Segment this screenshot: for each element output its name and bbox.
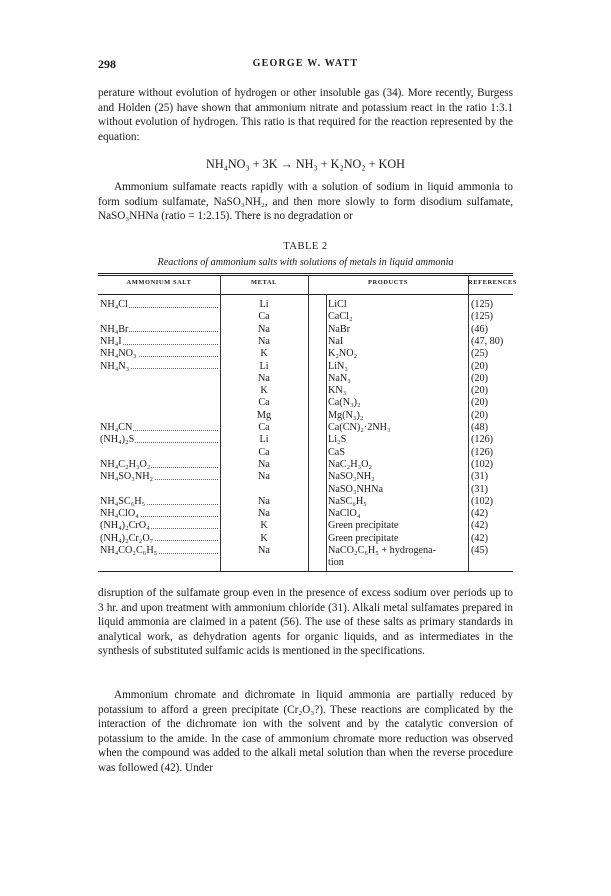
cell-product: NaSO₃NHNa: [328, 483, 384, 495]
cell-ammonium-salt-text: NH₄N₃: [100, 360, 130, 372]
cell-ammonium-salt: [100, 471, 218, 483]
paragraph-4: Ammonium chromate and dichromate in liquid ammonia are partially reduced by potassium to afford a green precipitate (Cr₂O₃?). These reactions are complicated by the interaction of the dichromate ion with the solvent and by the catalytic conversion of potassium to the amide. In the case of ammonium chromate more reduction was observed when the compound was added to the alkali metal solution than when the reverse procedure was followed (42). Under: [98, 689, 513, 774]
cell-product: CaS: [328, 446, 345, 458]
cell-reference: (20): [471, 409, 488, 421]
cell-metal: K: [260, 348, 268, 360]
cell-reference: (102): [471, 495, 494, 507]
cell-product: Ca(N₃)₂: [328, 397, 361, 409]
reactions-table: [98, 273, 517, 572]
page-header: [98, 57, 513, 73]
cell-product: LiCl: [328, 299, 347, 310]
header-products: PRODUCTS: [368, 279, 408, 286]
cell-product: NaN₃: [328, 372, 351, 384]
cell-metal: Na: [258, 471, 270, 483]
cell-product: Green precipitate: [328, 532, 399, 544]
cell-ammonium-salt: [100, 508, 218, 520]
cell-metal: Li: [259, 360, 269, 372]
header-references: REFERENCES: [468, 279, 517, 286]
cell-product: NaSO₃NH₂: [328, 471, 375, 483]
cell-metal: Ca: [258, 422, 270, 433]
cell-ammonium-salt-text: NH₄I: [100, 335, 122, 347]
cell-reference: (20): [471, 385, 488, 397]
cell-reference: (102): [471, 458, 494, 470]
cell-metal: Na: [258, 323, 270, 335]
cell-metal: K: [260, 520, 268, 532]
cell-metal: Ca: [258, 311, 270, 323]
cell-ammonium-salt-text: NH₄Cl: [100, 299, 128, 310]
cell-product: NaC₂H₃O₂: [328, 458, 373, 470]
cell-ammonium-salt: [100, 545, 218, 557]
cell-reference: (126): [471, 446, 494, 458]
table-rule-top: [98, 273, 513, 274]
cell-product: NaSC₆H₅: [328, 495, 367, 507]
cell-ammonium-salt: [100, 299, 218, 311]
reaction-equation: NH₄NO₃ + 3K → NH₃ + K₂NO₂ + KOH: [206, 157, 405, 171]
cell-reference: (20): [471, 397, 488, 409]
header-metal: METAL: [251, 279, 277, 286]
cell-ammonium-salt-text: NH₄SO₃NH₂: [100, 471, 154, 483]
cell-ammonium-salt-text: NH₄ClO₄: [100, 508, 139, 520]
cell-product: KN₃: [328, 385, 347, 397]
cell-metal: Na: [258, 545, 270, 556]
cell-metal: Mg: [256, 409, 272, 421]
column-divider: [468, 275, 469, 571]
cell-metal: Na: [258, 335, 270, 347]
cell-ammonium-salt-text: NH₄CN: [100, 422, 133, 433]
cell-metal: K: [260, 532, 268, 544]
cell-reference: (20): [471, 360, 488, 372]
table-rule-top-double: [98, 275, 513, 276]
cell-metal: Ca: [258, 446, 270, 458]
cell-product: Green precipitate: [328, 520, 399, 532]
table-number: TABLE 2: [283, 241, 328, 252]
cell-ammonium-salt-text: (NH₄)₂Cr₂O₇: [100, 532, 154, 544]
cell-metal: Li: [259, 434, 269, 446]
column-divider: [220, 275, 221, 571]
cell-reference: (31): [471, 471, 488, 483]
cell-product: Ca(CN)₂·2NH₃: [328, 422, 391, 433]
cell-reference: (42): [471, 532, 488, 544]
cell-reference: (125): [471, 299, 494, 310]
cell-ammonium-salt: [100, 520, 218, 532]
column-divider: [326, 294, 327, 571]
cell-ammonium-salt-text: (NH₄)₂S: [100, 434, 135, 446]
cell-reference: (46): [471, 323, 488, 335]
cell-metal: K: [260, 385, 268, 397]
cell-ammonium-salt: [100, 459, 218, 471]
cell-reference: (126): [471, 434, 494, 446]
column-divider: [308, 275, 309, 571]
cell-product: LiN₃: [328, 360, 348, 372]
cell-metal: Li: [259, 299, 269, 310]
cell-product: Li₂S: [328, 434, 347, 446]
cell-metal: Na: [258, 458, 270, 470]
cell-metal: Na: [258, 372, 270, 384]
cell-metal: Ca: [258, 397, 270, 409]
cell-ammonium-salt: [100, 361, 218, 373]
cell-product: NaClO₄: [328, 508, 361, 520]
cell-reference: (47, 80): [471, 335, 504, 347]
running-head: GEORGE W. WATT: [252, 58, 359, 69]
header-ammonium-salt: AMMONIUM SALT: [126, 279, 192, 286]
cell-product: NaI: [328, 335, 344, 347]
paragraph-3: disruption of the sulfamate group even in the presence of excess sodium over periods up to 3 hr. and upon treatment with ammonium chloride (31). Alkali metal sulfamates prepared in liquid ammonia are claimed in a patent (56). The use of these salts as primary standards in analytical work, as dehydration agents for organic liquids, and as intermediates in the synthesis of substituted sulfamic acids is mentioned in the specifications.: [98, 587, 513, 658]
cell-metal: Na: [258, 508, 270, 520]
page-number: 298: [98, 57, 116, 71]
cell-product: CaCl₂: [328, 311, 353, 323]
cell-ammonium-salt-text: NH₄SC₆H₅: [100, 495, 146, 507]
cell-ammonium-salt: [100, 533, 218, 545]
paragraph-1: perature without evolution of hydrogen or other insoluble gas (34). More recently, Burgess and Holden (25) have shown that ammonium nitrate and potassium react in the ratio 1:3.1 without evolution of hydrogen. This ratio is that required for the reaction represented by the equation:: [98, 87, 513, 143]
cell-product: NaBr: [328, 323, 351, 335]
cell-reference: (25): [471, 348, 488, 360]
cell-ammonium-salt-text: NH₄NO₃: [100, 348, 137, 360]
table-rule-bottom: [98, 571, 513, 572]
cell-ammonium-salt-text: NH₄C₂H₃O₂: [100, 458, 151, 470]
cell-ammonium-salt-text: NH₄CO₂C₆H₅: [100, 545, 158, 556]
cell-ammonium-salt: [100, 324, 218, 336]
cell-metal: Na: [258, 495, 270, 507]
cell-reference: (42): [471, 520, 488, 532]
cell-reference: (42): [471, 508, 488, 520]
cell-reference: (45): [471, 545, 488, 556]
cell-ammonium-salt: [100, 336, 218, 348]
cell-ammonium-salt: [100, 422, 218, 434]
cell-ammonium-salt-text: NH₄Br: [100, 323, 129, 335]
cell-reference: (48): [471, 422, 488, 433]
cell-product: K₂NO₂: [328, 348, 358, 360]
table-rule-header: [98, 294, 513, 295]
cell-ammonium-salt-text: (NH₄)₂CrO₄: [100, 520, 150, 532]
cell-product: tion: [328, 557, 344, 569]
cell-ammonium-salt: [100, 348, 218, 360]
cell-reference: (31): [471, 483, 488, 495]
cell-ammonium-salt: [100, 434, 218, 446]
cell-ammonium-salt: [100, 496, 218, 508]
cell-reference: (20): [471, 372, 488, 384]
paragraph-2: Ammonium sulfamate reacts rapidly with a solution of sodium in liquid ammonia to form sodium sulfamate, NaSO₃NH₂, and then more slowly to form disodium sulfamate, NaSO₃NHNa (ratio = 1:2.15). There is no degradation or: [98, 181, 513, 223]
cell-product: NaCO₂C₆H₅ + hydrogena-: [328, 545, 437, 556]
table-caption: Reactions of ammonium salts with solutions of metals in liquid ammonia: [157, 257, 454, 268]
cell-reference: (125): [471, 311, 494, 323]
cell-product: Mg(N₃)₂: [328, 409, 364, 421]
